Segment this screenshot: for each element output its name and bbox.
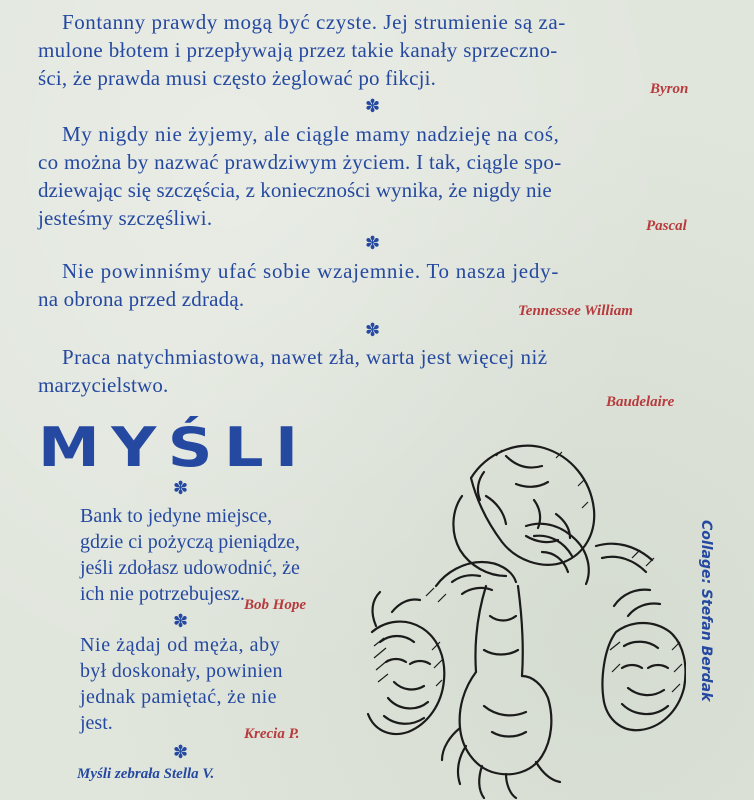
quote-line: Nie żądaj od męża, aby — [80, 634, 281, 656]
quote-line: My nigdy nie żyjemy, ale ciągle mamy nadzieję na coś, — [62, 122, 560, 146]
author-krecia: Krecia P. — [244, 726, 300, 742]
collage-illustration — [366, 436, 686, 800]
quote-line: Praca natychmiastowa, nawet zła, warta jest więcej niż — [62, 345, 548, 369]
quote-line: marzycielstwo. — [38, 373, 169, 397]
satyr-mask-right — [603, 590, 686, 731]
author-byron: Byron — [650, 81, 689, 97]
separator-star-icon: ✽ — [365, 96, 381, 117]
separator-star-icon: ✽ — [365, 320, 381, 341]
quote-line: Fontanny prawdy mogą być czyste. Jej strumienie są za- — [62, 10, 566, 34]
quote-line: na obrona przed zdradą. — [38, 287, 245, 311]
quote-line: jesteśmy szczęśliwi. — [38, 206, 213, 230]
quote-line: dziewając się szczęścia, z konieczności wynika, że nigdy nie — [38, 178, 552, 202]
separator-star-icon: ✽ — [173, 611, 189, 632]
quote-bob-hope — [80, 503, 340, 607]
satyr-mask-left — [368, 592, 444, 734]
arm-figure — [475, 586, 522, 676]
page-title: MYŚLI — [38, 416, 310, 479]
quote-line: jednak pamiętać, że nie — [80, 686, 277, 708]
quote-krecia — [80, 632, 340, 736]
quote-line: gdzie ci pożyczą pieniądze, — [80, 531, 300, 553]
author-pascal: Pascal — [646, 218, 687, 234]
head-figure — [453, 446, 594, 576]
quote-line: co można by nazwać prawdziwym życiem. I tak, ciągle spo- — [38, 150, 562, 174]
open-hand — [442, 672, 560, 798]
quote-line: był doskonały, powinien — [80, 660, 283, 682]
separator-star-icon: ✽ — [173, 742, 189, 763]
quote-line: jest. — [80, 712, 113, 734]
quote-line: Nie powinniśmy ufać sobie wzajemnie. To nasza jedy- — [62, 259, 560, 283]
quote-byron — [38, 8, 706, 92]
gripping-hands — [436, 524, 652, 594]
author-bob-hope: Bob Hope — [244, 597, 307, 613]
quote-line: jeśli zdołasz udowodnić, że — [80, 557, 300, 579]
compiler-credit: Myśli zebrała Stella V. — [77, 766, 215, 782]
quote-line: Bank to jedyne miejsce, — [80, 505, 273, 527]
quote-line: ści, że prawda musi często żeglować po fikcji. — [38, 66, 437, 90]
quote-baudelaire — [38, 343, 706, 399]
author-baudelaire: Baudelaire — [606, 394, 675, 410]
separator-star-icon: ✽ — [365, 233, 381, 254]
quote-pascal — [38, 120, 706, 232]
quote-line: ich nie potrzebujesz. — [80, 583, 245, 605]
separator-star-icon: ✽ — [173, 478, 189, 499]
collage-credit: Collage: Stefan Berdak — [698, 520, 714, 702]
author-tennessee-williams: Tennessee William — [518, 303, 633, 319]
quote-line: mulone błotem i przepływają przez takie kanały sprzeczno- — [38, 38, 558, 62]
